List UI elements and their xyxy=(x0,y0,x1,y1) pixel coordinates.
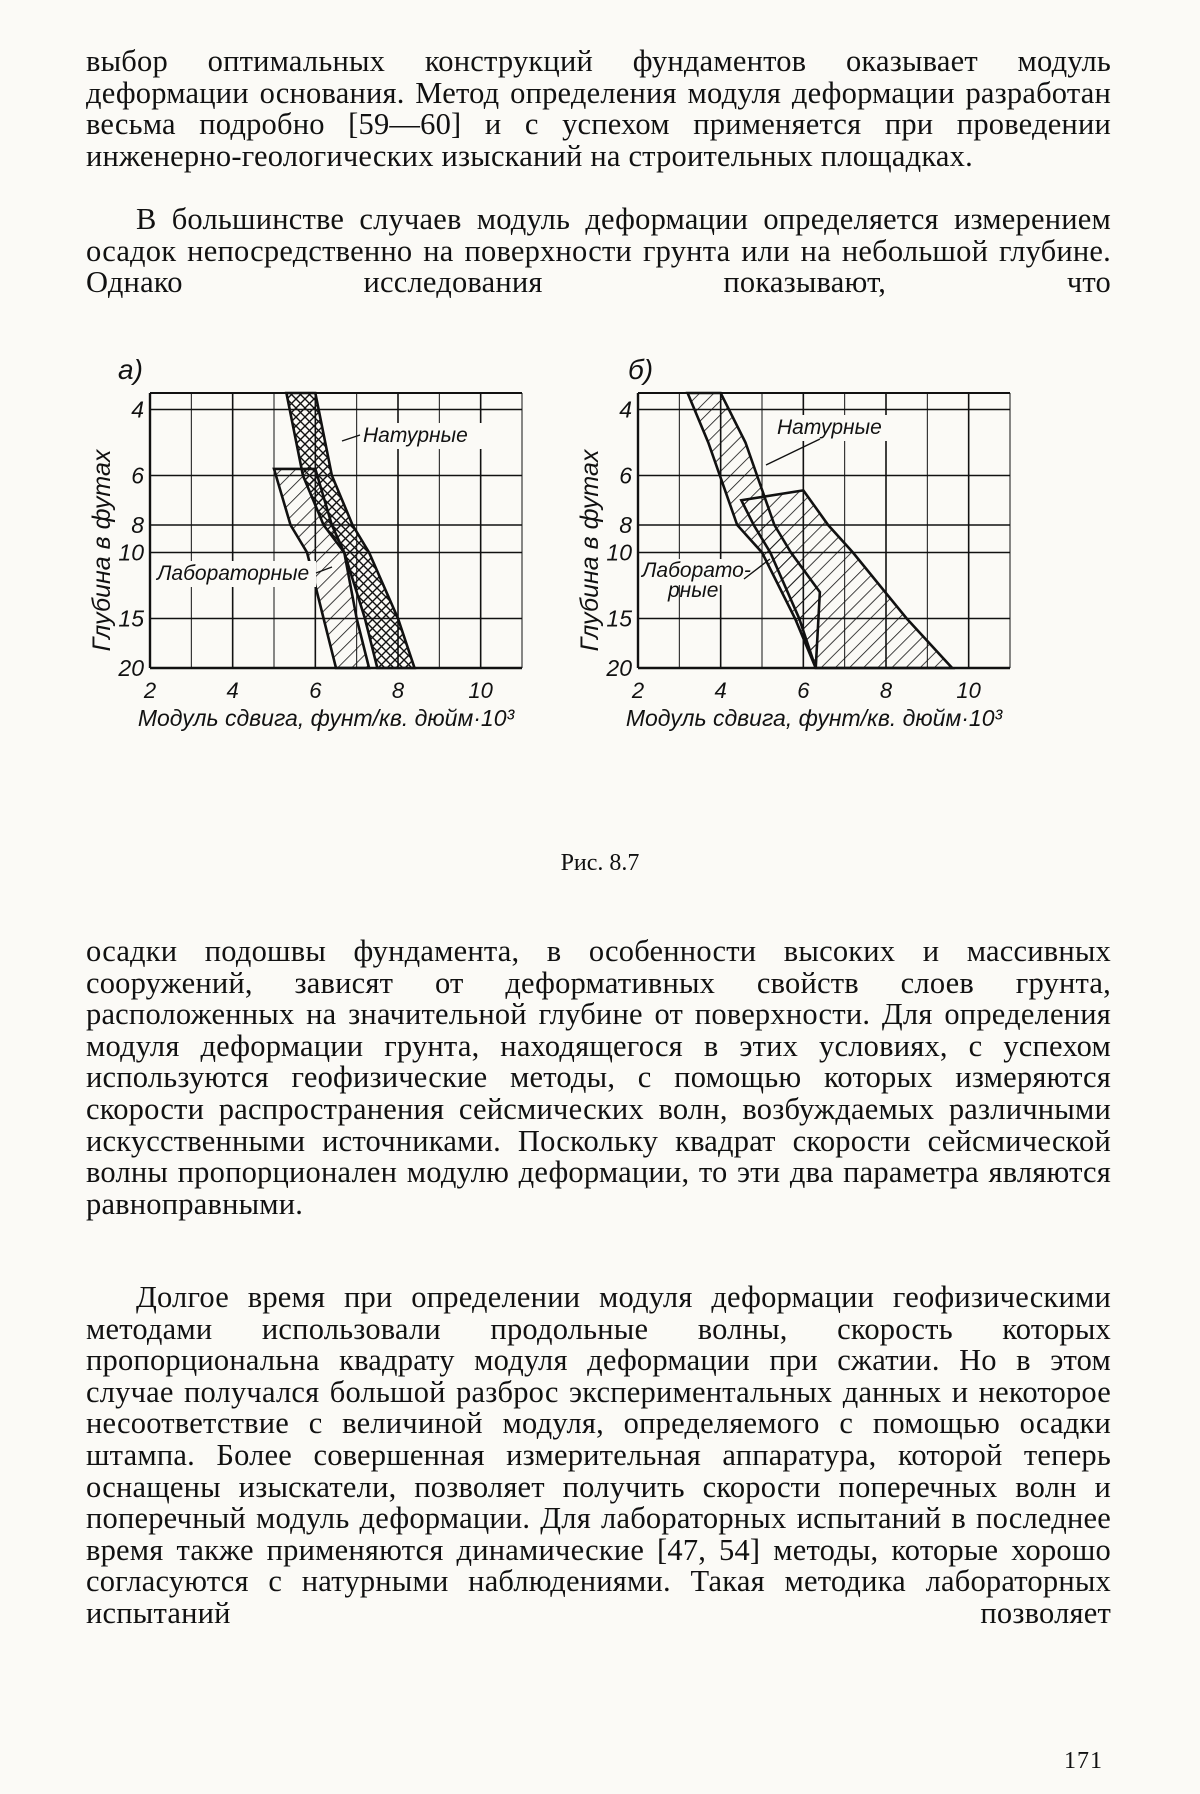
y-tick-label: 10 xyxy=(118,539,144,566)
y-tick-label: 20 xyxy=(118,655,144,681)
y-tick-label: 10 xyxy=(606,539,632,566)
y-tick-label: 8 xyxy=(131,512,144,538)
x-tick-label: 2 xyxy=(631,678,645,703)
chart-a xyxy=(80,345,580,825)
series-label-1: Натурные xyxy=(363,424,468,447)
panel-label: б) xyxy=(628,354,654,385)
paragraph-1: выбор оптимальных конструкций фундаментов оказывает модуль деформации основания. Метод определения модуля деформации разработан весьма подробно [59—60] и с успехом применяется при проведении инженерно-геологических изысканий на строительных площадках. xyxy=(86,44,1111,173)
x-axis-label: Модуль сдвига, фунт/кв. дюйм·10³ xyxy=(137,705,515,731)
series-label-2: Лаборато-рные xyxy=(642,559,751,602)
chart-b xyxy=(576,345,1140,825)
panel-label: а) xyxy=(118,354,143,385)
y-tick-label: 6 xyxy=(619,462,632,489)
paragraph-4: Долгое время при определении модуля деформации геофизическими методами использовали продольные волны, скорость которых пропорциональна квадрату модуля деформации при сжатии. Но в этом случае получался большой разброс экспериментальных данных и некоторое несоответствие с величиной модуля, определяемого с помощью осадки штампа. Более совершенная измерительная аппаратура, которой теперь оснащены изыскатели, позволяет получить скорости поперечных волн и поперечный модуль деформации. Для лабораторных испытаний в последнее время также применяются динамические [47, 54] методы, которые хорошо согласуются с натурными наблюдениями. Такая методика лабораторных испытаний позволяет xyxy=(86,1280,1111,1630)
y-tick-label: 8 xyxy=(619,512,632,538)
x-tick-label: 10 xyxy=(468,678,493,703)
y-tick-label: 20 xyxy=(606,655,632,681)
paragraph-3: осадки подошвы фундамента, в особенности высоких и массивных сооружений, зависят от деформативных свойств слоев грунта, расположенных на значительной глубине от поверхности. Для определения модуля деформации грунта, находящегося в этих условиях, с успехом используются геофизические методы, с помощью которых измеряются скорости распространения сейсмических волн, возбуждаемых различными искусственными источниками. Поскольку квадрат скорости сейсмической волны пропорционален модулю деформации, то эти два параметра являются равноправными. xyxy=(86,934,1111,1221)
x-axis-label: Модуль сдвига, фунт/кв. дюйм·10³ xyxy=(625,705,1003,731)
y-tick-label: 4 xyxy=(131,396,144,423)
x-tick-label: 6 xyxy=(797,678,810,703)
x-tick-label: 10 xyxy=(956,678,981,703)
y-axis-label: Глубина в футах xyxy=(88,449,116,652)
y-tick-label: 4 xyxy=(619,396,632,423)
figure-caption: Рис. 8.7 xyxy=(560,850,640,876)
x-tick-label: 6 xyxy=(309,678,322,703)
chart-a-svg xyxy=(80,345,580,825)
series-label-1: Натурные xyxy=(777,416,882,439)
y-tick-label: 15 xyxy=(118,605,144,632)
series-label-2: Лабораторные xyxy=(157,562,310,585)
series-band-2 xyxy=(741,490,952,668)
chart-b-svg xyxy=(576,345,1140,825)
x-tick-label: 8 xyxy=(391,678,405,703)
y-tick-label: 15 xyxy=(606,605,632,632)
x-tick-label: 4 xyxy=(714,678,727,703)
y-axis-label: Глубина в футах xyxy=(576,449,604,652)
paragraph-2: В большинстве случаев модуль деформации определяется измерением осадок непосредственно на поверхности грунта или на небольшой глубине. Однако исследования показывают, что xyxy=(86,202,1111,300)
x-tick-label: 2 xyxy=(143,678,157,703)
page-number: 171 xyxy=(1064,1748,1103,1774)
x-tick-label: 4 xyxy=(226,678,239,703)
x-tick-label: 8 xyxy=(879,678,893,703)
y-tick-label: 6 xyxy=(131,462,144,489)
